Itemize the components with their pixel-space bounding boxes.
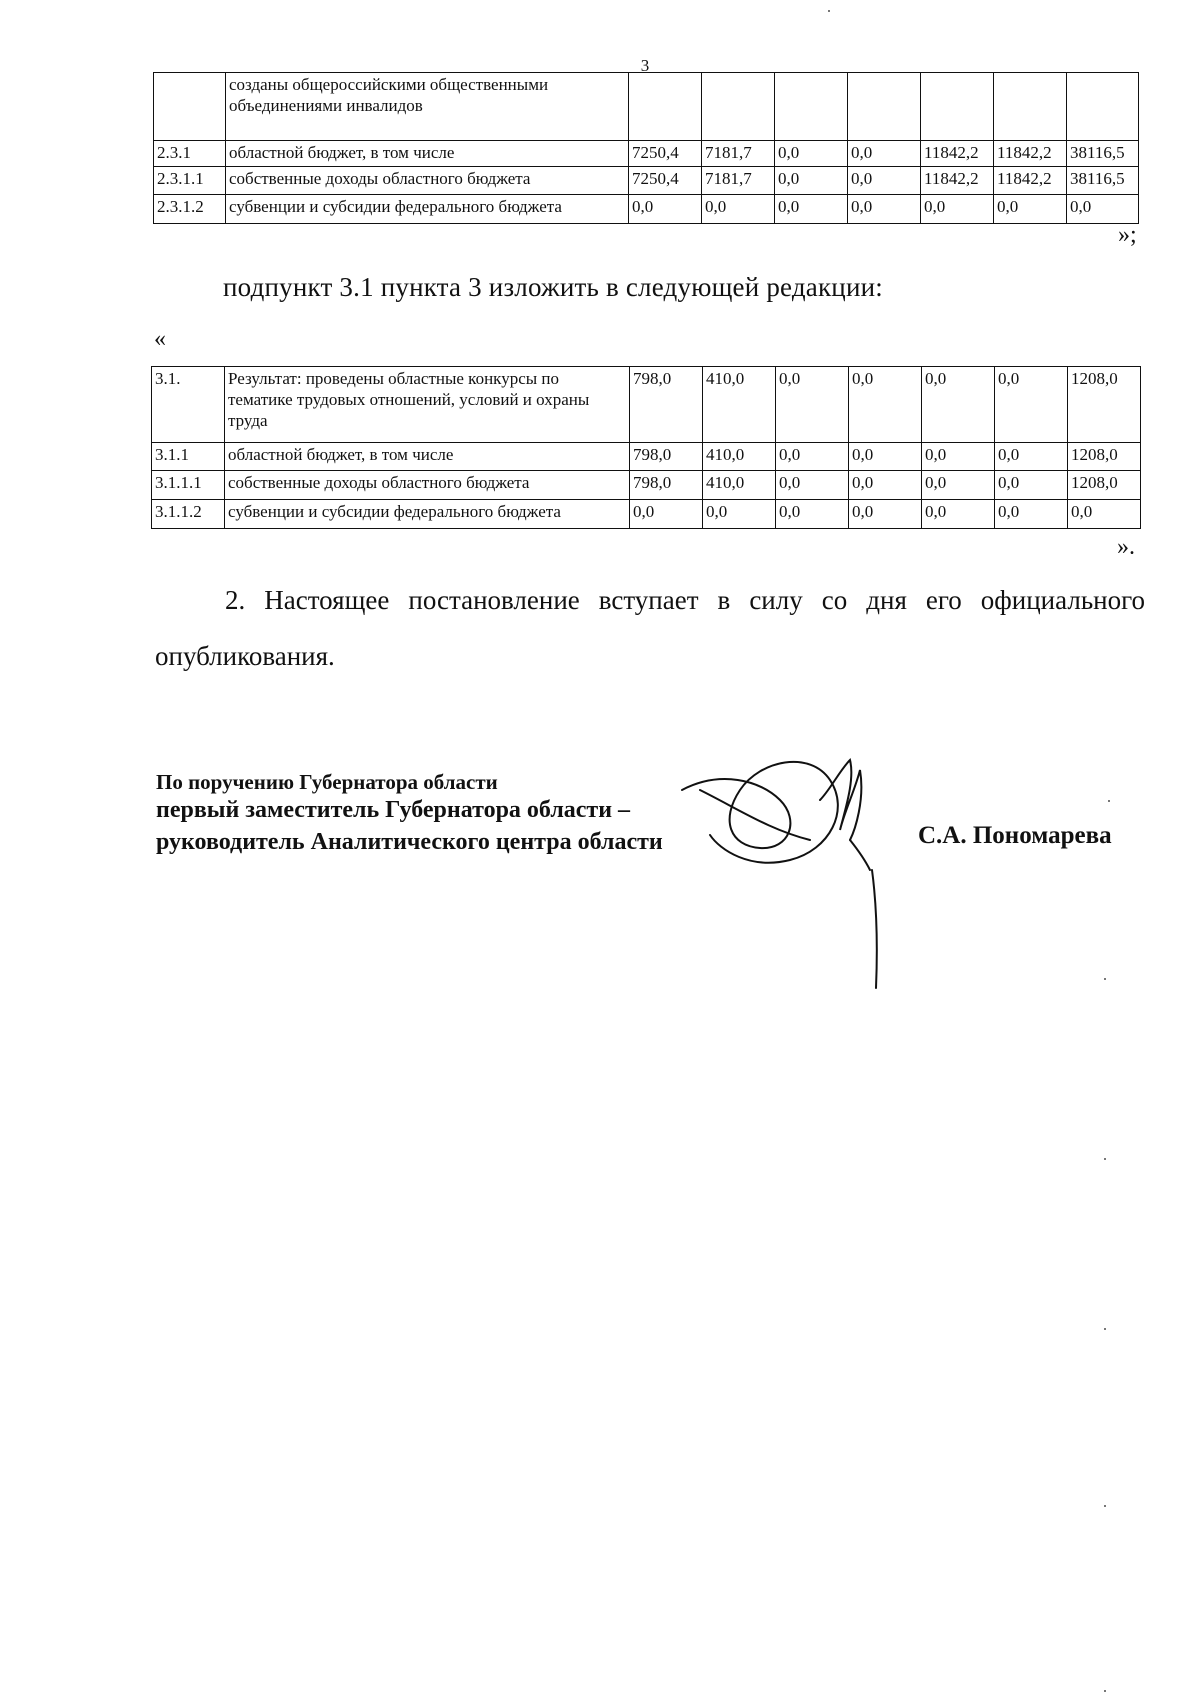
row-description: областной бюджет, в том числе <box>225 443 630 471</box>
value-cell: 0,0 <box>994 195 1067 224</box>
handwritten-signature <box>680 740 960 990</box>
row-description: созданы общероссийскими общественными объединениями инвалидов <box>226 73 629 141</box>
closing-quote-1: »; <box>1118 222 1137 248</box>
value-cell: 1208,0 <box>1068 367 1141 443</box>
value-cell: 0,0 <box>629 195 702 224</box>
value-cell: 38116,5 <box>1067 141 1139 167</box>
value-cell: 0,0 <box>848 167 921 195</box>
value-cell: 0,0 <box>995 471 1068 500</box>
value-cell: 0,0 <box>995 500 1068 529</box>
row-code: 3.1.1.1 <box>152 471 225 500</box>
table-row <box>152 500 1141 529</box>
page-number: 3 <box>640 56 650 75</box>
row-description: Результат: проведены областные конкурсы по тематике трудовых отношений, условий и охраны труда <box>225 367 630 443</box>
value-cell: 798,0 <box>630 443 703 471</box>
value-cell: 0,0 <box>922 367 995 443</box>
value-cell: 1208,0 <box>1068 443 1141 471</box>
value-cell: 0,0 <box>775 195 848 224</box>
scan-speck <box>1104 1158 1106 1160</box>
value-cell: 0,0 <box>922 500 995 529</box>
value-cell: 7250,4 <box>629 141 702 167</box>
value-cell <box>1067 73 1139 141</box>
value-cell: 11842,2 <box>921 141 994 167</box>
row-description: субвенции и субсидии федерального бюджета <box>225 500 630 529</box>
table-row <box>154 195 1139 224</box>
value-cell: 7181,7 <box>702 141 775 167</box>
scan-speck <box>1104 978 1106 980</box>
table-row <box>154 141 1139 167</box>
value-cell <box>775 73 848 141</box>
value-cell <box>702 73 775 141</box>
value-cell: 11842,2 <box>921 167 994 195</box>
value-cell: 0,0 <box>921 195 994 224</box>
table-row <box>152 367 1141 443</box>
signatory-line-2: первый заместитель Губернатора области – <box>156 797 631 823</box>
value-cell <box>848 73 921 141</box>
signatory-name: С.А. Пономарева <box>918 822 1112 849</box>
row-code: 3.1.1 <box>152 443 225 471</box>
value-cell: 0,0 <box>922 471 995 500</box>
scan-speck <box>1104 1328 1106 1330</box>
row-code: 2.3.1.1 <box>154 167 226 195</box>
value-cell <box>921 73 994 141</box>
signatory-line-3: руководитель Аналитического центра области <box>156 829 663 855</box>
table-row <box>152 443 1141 471</box>
value-cell: 410,0 <box>703 367 776 443</box>
row-description: собственные доходы областного бюджета <box>226 167 629 195</box>
paragraph-2-line-1: 2. Настоящее постановление вступает в силу со дня его официального <box>225 585 1145 615</box>
value-cell: 0,0 <box>849 471 922 500</box>
value-cell: 0,0 <box>776 471 849 500</box>
value-cell: 0,0 <box>776 500 849 529</box>
row-description: областной бюджет, в том числе <box>226 141 629 167</box>
value-cell <box>629 73 702 141</box>
value-cell: 0,0 <box>995 443 1068 471</box>
value-cell: 0,0 <box>1068 500 1141 529</box>
paragraph-2-line-2: опубликования. <box>155 641 335 671</box>
value-cell: 0,0 <box>702 195 775 224</box>
value-cell: 798,0 <box>630 367 703 443</box>
value-cell: 0,0 <box>849 367 922 443</box>
row-description: субвенции и субсидии федерального бюджета <box>226 195 629 224</box>
row-code: 2.3.1.2 <box>154 195 226 224</box>
value-cell: 7250,4 <box>629 167 702 195</box>
row-description: собственные доходы областного бюджета <box>225 471 630 500</box>
value-cell: 0,0 <box>776 367 849 443</box>
value-cell: 0,0 <box>775 141 848 167</box>
value-cell: 798,0 <box>630 471 703 500</box>
value-cell: 0,0 <box>703 500 776 529</box>
closing-quote-2: ». <box>1117 534 1135 560</box>
value-cell: 0,0 <box>849 443 922 471</box>
table-row <box>154 167 1139 195</box>
value-cell: 0,0 <box>995 367 1068 443</box>
value-cell: 410,0 <box>703 443 776 471</box>
value-cell: 0,0 <box>630 500 703 529</box>
signatory-line-1: По поручению Губернатора области <box>156 770 498 794</box>
table-row <box>152 471 1141 500</box>
value-cell: 0,0 <box>848 195 921 224</box>
opening-quote: « <box>154 326 166 352</box>
value-cell: 11842,2 <box>994 167 1067 195</box>
row-code <box>154 73 226 141</box>
value-cell: 0,0 <box>848 141 921 167</box>
value-cell: 0,0 <box>922 443 995 471</box>
row-code: 3.1. <box>152 367 225 443</box>
value-cell: 0,0 <box>776 443 849 471</box>
value-cell: 0,0 <box>775 167 848 195</box>
amendment-intro-text: подпункт 3.1 пункта 3 изложить в следующей редакции: <box>223 272 883 302</box>
value-cell: 410,0 <box>703 471 776 500</box>
scan-speck <box>1104 1690 1106 1692</box>
value-cell: 0,0 <box>849 500 922 529</box>
value-cell: 11842,2 <box>994 141 1067 167</box>
scan-speck <box>1108 800 1110 802</box>
budget-table-3-1 <box>151 366 1141 529</box>
signatory-title-block <box>156 770 663 858</box>
budget-table-2-3 <box>153 72 1139 224</box>
value-cell: 7181,7 <box>702 167 775 195</box>
value-cell: 38116,5 <box>1067 167 1139 195</box>
scan-speck <box>828 10 830 12</box>
scan-speck <box>1104 1505 1106 1507</box>
row-code: 2.3.1 <box>154 141 226 167</box>
value-cell: 1208,0 <box>1068 471 1141 500</box>
value-cell <box>994 73 1067 141</box>
row-code: 3.1.1.2 <box>152 500 225 529</box>
value-cell: 0,0 <box>1067 195 1139 224</box>
table-row <box>154 73 1139 141</box>
paragraph-2 <box>155 572 1145 684</box>
